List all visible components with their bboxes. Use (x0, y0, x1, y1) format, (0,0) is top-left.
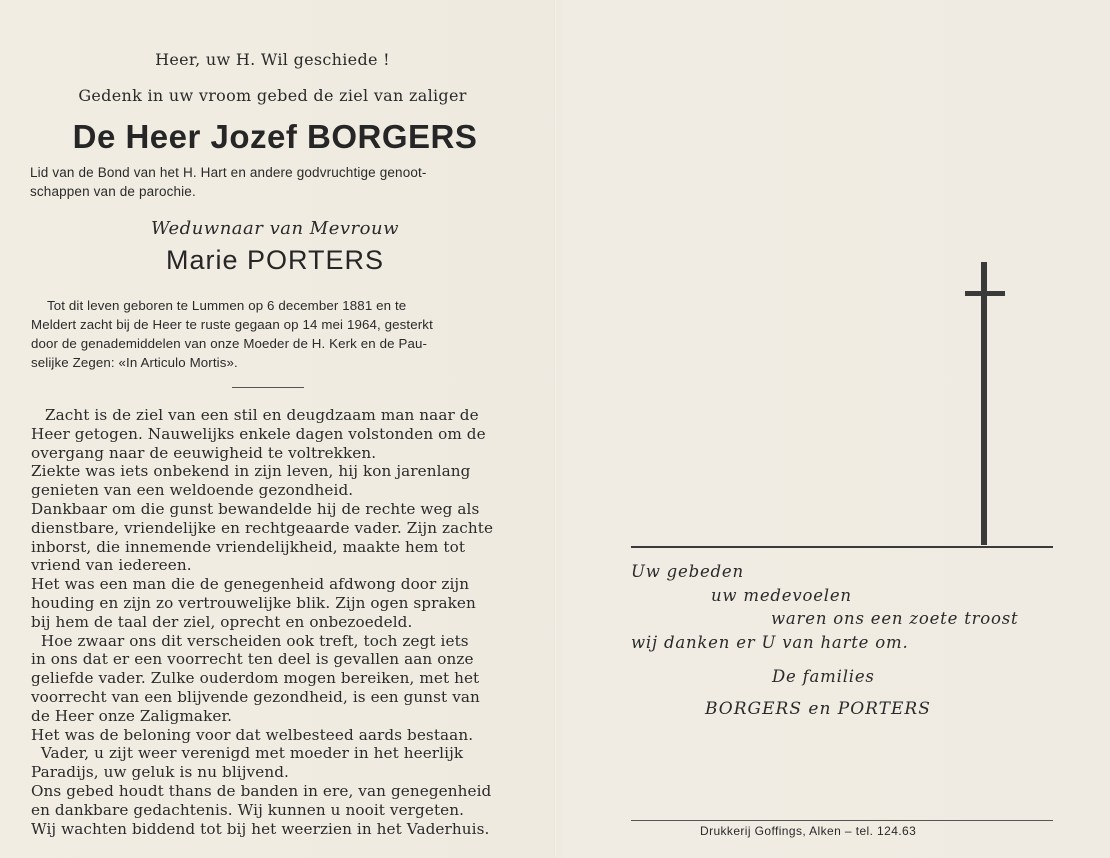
cross-bar-icon (965, 291, 1005, 296)
bio-line: selijke Zegen: «In Articulo Mortis». (31, 355, 238, 370)
poem-line: Uw gebeden (631, 562, 744, 581)
membership-text (30, 163, 427, 201)
membership-line: schappen van de parochie. (30, 184, 196, 199)
meditation-line: inborst, die innemende vriendelijkheid, maakte hem tot (31, 537, 466, 556)
bio-line: Tot dit leven geboren te Lummen op 6 december 1881 en te (47, 298, 407, 313)
meditation-line: Zacht is de ziel van een stil en deugdzaam man naar de (45, 406, 479, 424)
meditation-line: Ziekte was iets onbekend in zijn leven, hij kon jarenlang (31, 462, 471, 481)
bio-line: Meldert zacht bij de Heer te ruste gegaan op 14 mei 1964, gesterkt (31, 317, 433, 332)
meditation-line: voorrecht van een blijvende gezondheid, is een gunst van (31, 687, 480, 706)
spouse-name: Marie PORTERS (165, 245, 385, 275)
remember-text: Gedenk in uw vroom gebed de ziel van zaliger (78, 86, 467, 105)
biography (31, 296, 522, 372)
meditation-line: houding en zijn zo vertrouwelijke blik. Zijn ogen spraken (31, 593, 476, 612)
meditation-line: vriend van iedereen. (31, 556, 192, 575)
meditation-line: de Heer onze Zaligmaker. (31, 706, 233, 725)
families-names: BORGERS en PORTERS (705, 699, 931, 719)
meditation-line: dienstbare, vriendelijke en rechtgeaarde vader. Zijn zachte (31, 518, 494, 537)
meditation-line: overgang naar de eeuwigheid te voltrekken. (31, 443, 377, 462)
ground-rule (631, 546, 1053, 548)
meditation-text (31, 406, 526, 838)
meditation-line: Hoe zwaar ons dit verscheiden ook treft, toch zegt iets (31, 631, 469, 650)
meditation-line: Wij wachten biddend tot bij het weerzien in het Vaderhuis. (31, 819, 490, 838)
membership-line: Lid van de Bond van het H. Hart en andere godvruchtige genoot- (30, 165, 427, 180)
meditation-line: Heer getogen. Nauwelijks enkele dagen volstonden om de (31, 424, 486, 443)
poem-line: waren ons een zoete troost (771, 609, 1019, 628)
meditation-line: Vader, u zijt weer verenigd met moeder in het heerlijk (31, 744, 464, 763)
meditation-line: bij hem de taal der ziel, oprecht en onbezoedeld. (31, 612, 413, 631)
meditation-line: genieten van een weldoende gezondheid. (31, 481, 354, 500)
meditation-line: Ons gebed houdt thans de banden in ere, van genegenheid (31, 781, 492, 800)
poem-line: uw medevoelen (711, 586, 852, 605)
cross-icon (981, 262, 987, 545)
footer-rule (631, 820, 1053, 821)
meditation-line: Dankbaar om die gunst bewandelde hij de rechte weg als (31, 499, 480, 518)
meditation-line: Het was een man die de genegenheid afdwong door zijn (31, 575, 470, 594)
printer-credit: Drukkerij Goffings, Alken – tel. 124.63 (700, 824, 917, 838)
poem-line: wij danken er U van harte om. (631, 633, 909, 652)
divider-rule (232, 387, 304, 388)
meditation-line: en dankbare gedachtenis. Wij kunnen u nooit vergeten. (31, 800, 465, 819)
meditation-line: Paradijs, uw geluk is nu blijvend. (31, 763, 289, 782)
widow-of-text: Weduwnaar van Mevrouw (151, 218, 399, 239)
deceased-name: De Heer Jozef BORGERS (72, 118, 478, 155)
invocation-text: Heer, uw H. Wil geschiede ! (155, 50, 390, 69)
bio-line: door de genademiddelen van onze Moeder de H. Kerk en de Pau- (31, 336, 428, 351)
meditation-line: in ons dat er een voorrecht ten deel is gevallen aan onze (31, 650, 474, 669)
meditation-line: Het was de beloning voor dat welbesteed aards bestaan. (31, 725, 474, 744)
families-label: De families (772, 667, 875, 686)
meditation-line: geliefde vader. Zulke ouderdom mogen bereiken, met het (31, 669, 480, 688)
card-fold (554, 0, 556, 858)
